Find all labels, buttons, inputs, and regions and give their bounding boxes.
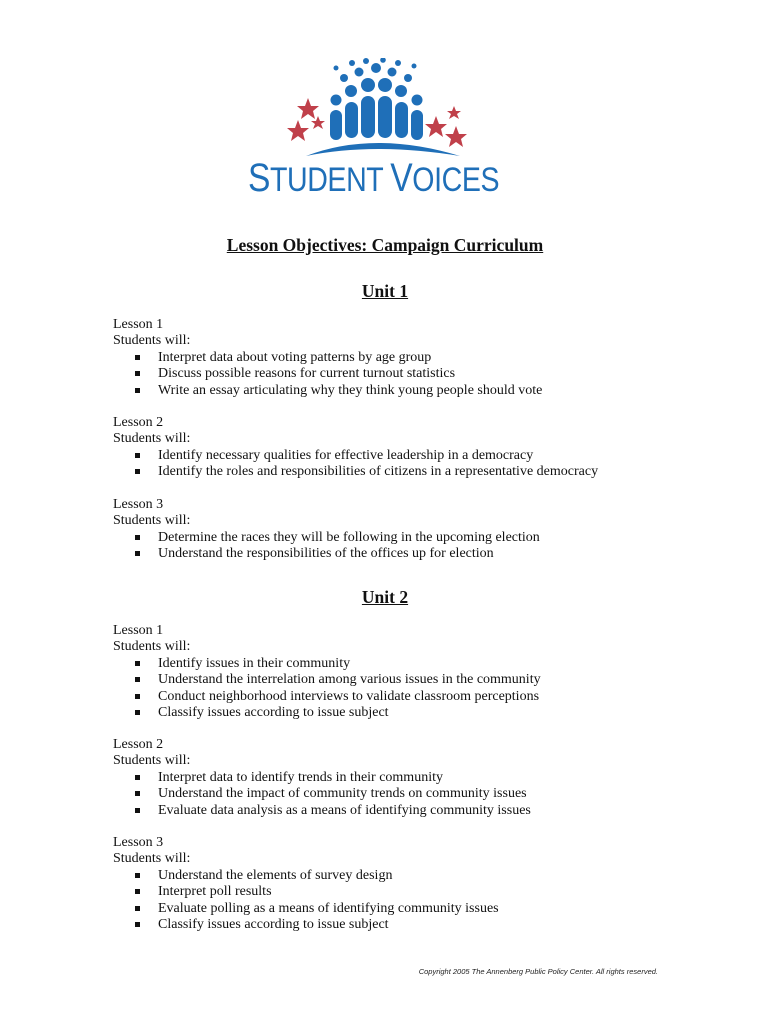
lesson-block xyxy=(113,415,733,481)
objective-list xyxy=(113,448,733,481)
lesson-block xyxy=(113,835,733,933)
list-item: Understand the impact of community trends on community issues xyxy=(113,786,733,802)
bullet-icon xyxy=(135,889,140,894)
objective-list xyxy=(113,770,733,819)
lesson-intro: Students will: xyxy=(113,639,191,655)
lesson-intro: Students will: xyxy=(113,431,191,447)
bullet-icon xyxy=(135,551,140,556)
objective-list xyxy=(113,656,733,722)
bullet-icon xyxy=(135,808,140,813)
objective-list xyxy=(113,868,733,934)
list-item: Write an essay articulating why they think young people should vote xyxy=(113,383,733,399)
list-item: Interpret data about voting patterns by age group xyxy=(113,350,733,366)
lesson-block xyxy=(113,623,733,721)
copyright-notice: Copyright 2005 The Annenberg Public Policy Center. All rights reserved. xyxy=(418,967,658,976)
lesson-label: Lesson 2 xyxy=(113,415,164,430)
bullet-icon xyxy=(135,873,140,878)
bullet-icon xyxy=(135,775,140,780)
list-item: Identify issues in their community xyxy=(113,656,733,672)
list-item: Identify the roles and responsibilities of citizens in a representative democracy xyxy=(113,464,733,480)
list-item: Evaluate data analysis as a means of identifying community issues xyxy=(113,803,733,819)
list-item: Understand the elements of survey design xyxy=(113,868,733,884)
list-item: Understand the interrelation among various issues in the community xyxy=(113,672,733,688)
bullet-icon xyxy=(135,677,140,682)
bullet-icon xyxy=(135,453,140,458)
logo-wordmark: STUDENT VOICES xyxy=(248,156,500,200)
lesson-block xyxy=(113,737,733,819)
list-item: Understand the responsibilities of the offices up for election xyxy=(113,546,733,562)
bullet-icon xyxy=(135,355,140,360)
unit-title: Unit 1 xyxy=(361,281,409,301)
bullet-icon xyxy=(135,535,140,540)
lesson-intro: Students will: xyxy=(113,333,191,349)
bullet-icon xyxy=(135,906,140,911)
page-title: Lesson Objectives: Campaign Curriculum xyxy=(226,235,544,255)
bullet-icon xyxy=(135,661,140,666)
bullet-icon xyxy=(135,694,140,699)
unit-title: Unit 2 xyxy=(361,587,409,607)
lesson-intro: Students will: xyxy=(113,753,191,769)
list-item: Evaluate polling as a means of identifying community issues xyxy=(113,901,733,917)
list-item: Conduct neighborhood interviews to validate classroom perceptions xyxy=(113,689,733,705)
bullet-icon xyxy=(135,922,140,927)
list-item: Classify issues according to issue subject xyxy=(113,917,733,933)
lesson-label: Lesson 3 xyxy=(113,835,164,850)
objective-list xyxy=(113,350,733,399)
lesson-block xyxy=(113,497,733,563)
lesson-label: Lesson 2 xyxy=(113,737,164,752)
bullet-icon xyxy=(135,469,140,474)
list-item: Interpret poll results xyxy=(113,884,733,900)
lesson-block xyxy=(113,317,733,399)
lesson-intro: Students will: xyxy=(113,851,191,867)
objective-list xyxy=(113,530,733,563)
lesson-label: Lesson 1 xyxy=(113,317,164,332)
bullet-icon xyxy=(135,371,140,376)
bullet-icon xyxy=(135,710,140,715)
bullet-icon xyxy=(135,388,140,393)
lesson-label: Lesson 1 xyxy=(113,623,164,638)
list-item: Identify necessary qualities for effective leadership in a democracy xyxy=(113,448,733,464)
bullet-icon xyxy=(135,791,140,796)
list-item: Classify issues according to issue subject xyxy=(113,705,733,721)
list-item: Discuss possible reasons for current turnout statistics xyxy=(113,366,733,382)
list-item: Determine the races they will be following in the upcoming election xyxy=(113,530,733,546)
list-item: Interpret data to identify trends in their community xyxy=(113,770,733,786)
lesson-label: Lesson 3 xyxy=(113,497,164,512)
crowd-stars-icon xyxy=(246,58,502,168)
lesson-intro: Students will: xyxy=(113,513,191,529)
